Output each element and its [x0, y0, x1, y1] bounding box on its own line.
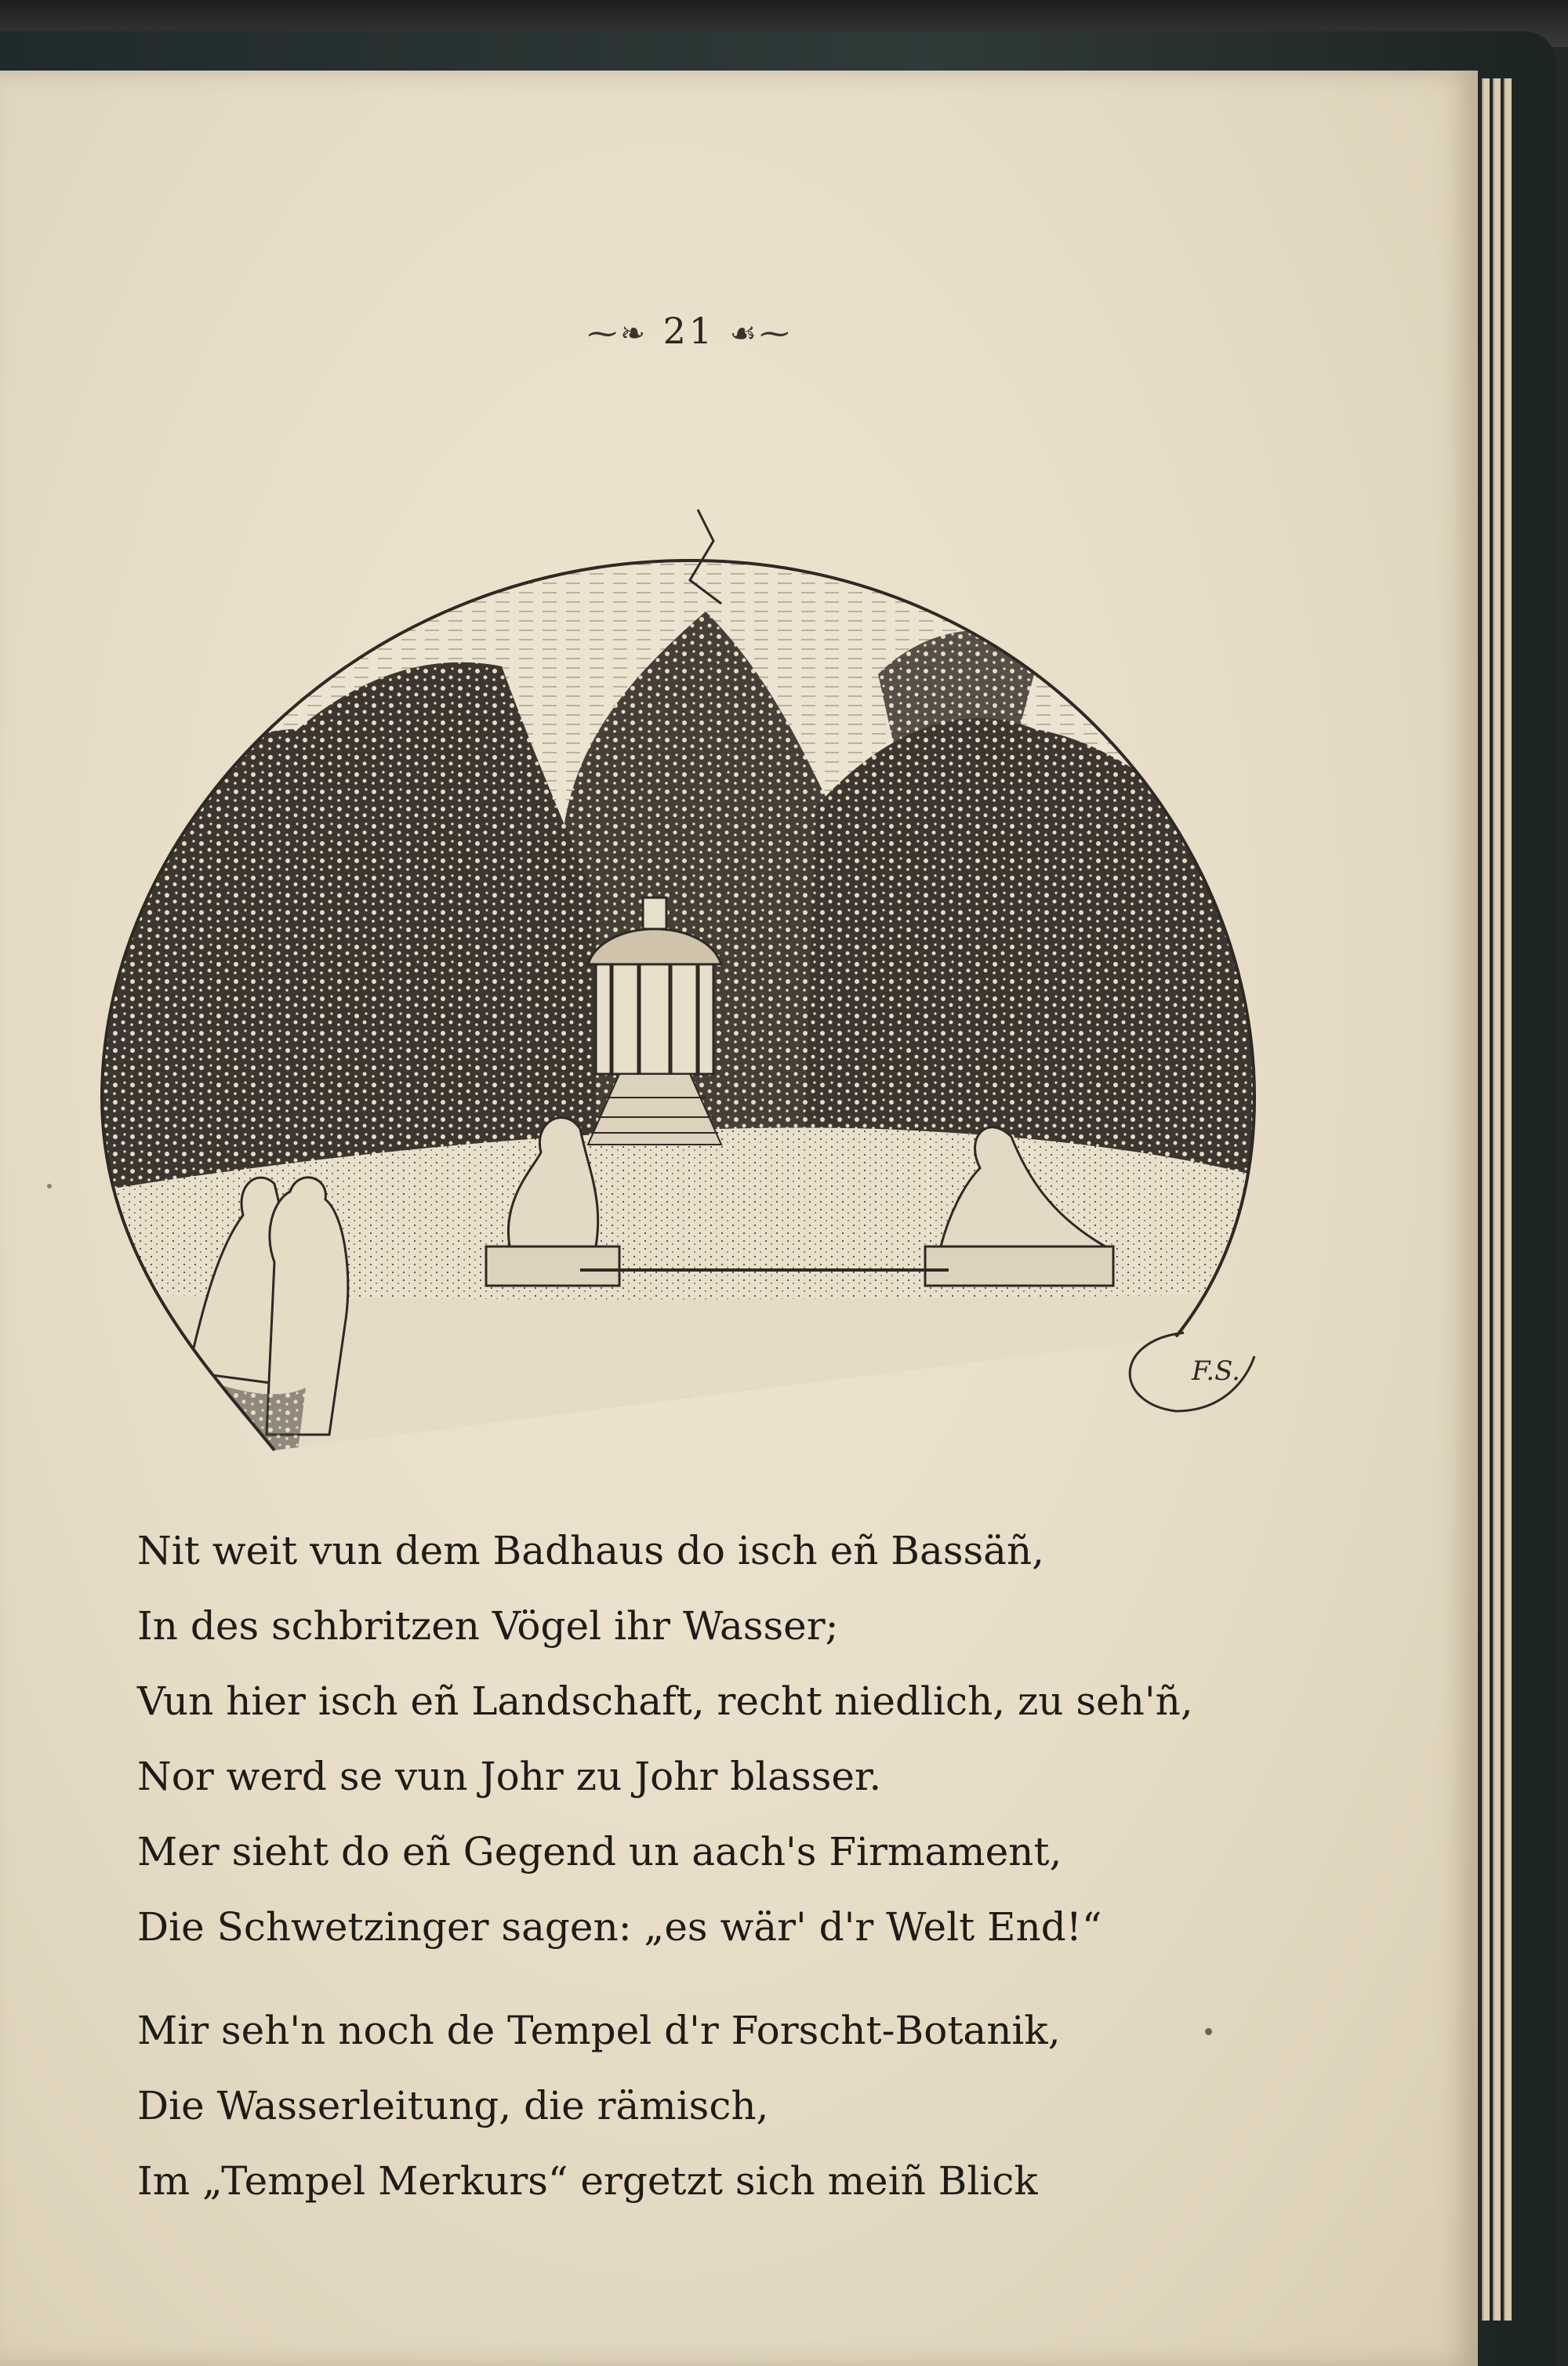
poem-line: Nor werd se vun Johr zu Johr blasser. [137, 1754, 882, 1799]
poem-line: Mer sieht do eñ Gegend un aach's Firmament, [137, 1829, 1062, 1874]
poem-line: Mir seh'n noch de Tempel d'r Forscht-Botanik, [137, 2008, 1061, 2053]
poem-stanza [137, 1993, 1329, 2219]
page-edge [1493, 78, 1501, 2321]
ink-speck [47, 1184, 52, 1188]
poem-text [137, 1513, 1329, 2247]
poem-line: Im „Tempel Merkurs“ ergetzt sich meiñ Blick [137, 2158, 1038, 2204]
engraving-svg [94, 494, 1286, 1466]
artist-signature: F.S. [1192, 1355, 1240, 1387]
ink-speck [1205, 2028, 1212, 2035]
poem-line: Vun hier isch eñ Landschaft, recht niedlich, zu seh'ñ, [137, 1678, 1193, 1724]
ornament-right-icon: ☙⁓ [729, 316, 793, 350]
book-page [0, 71, 1478, 2366]
poem-line: Die Wasserleitung, die rämisch, [137, 2083, 769, 2128]
page-number: 21 [662, 310, 716, 352]
poem-line: In des schbritzen Vögel ihr Wasser; [137, 1603, 839, 1649]
page-edge [1482, 78, 1490, 2321]
circular-engraving-illustration [94, 494, 1286, 1466]
page-edge [1504, 78, 1512, 2321]
ornament-left-icon: ⁓❧ [587, 316, 648, 350]
poem-stanza [137, 1513, 1329, 1965]
page-number-header [0, 310, 1380, 352]
poem-line: Nit weit vun dem Badhaus do isch eñ Bassäñ, [137, 1528, 1045, 1573]
poem-line: Die Schwetzinger sagen: „es wär' d'r Welt End!“ [137, 1904, 1102, 1950]
